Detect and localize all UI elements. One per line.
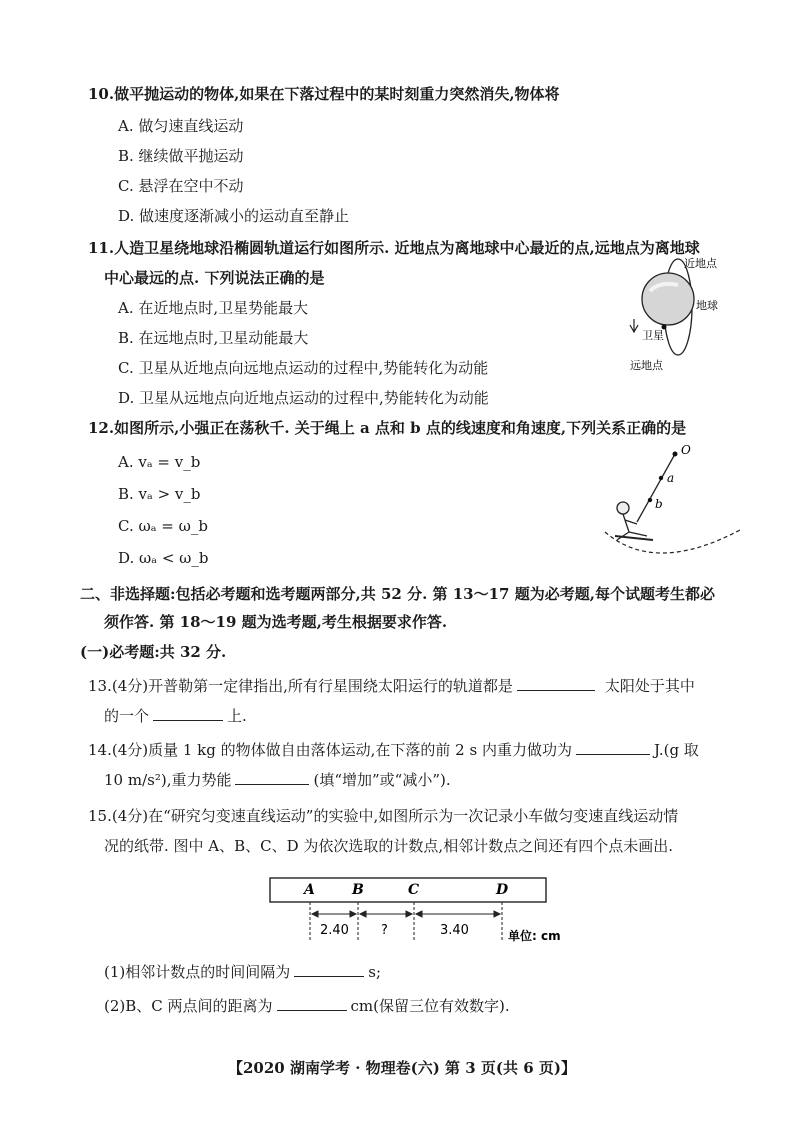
swing-rope	[637, 454, 675, 522]
q15-blank-1[interactable]	[294, 962, 364, 977]
q11-option-d: D. 卫星从远地点向近地点运动的过程中,势能转化为动能	[118, 389, 489, 407]
tape-point-c: C	[408, 882, 420, 898]
q13-blank-2[interactable]	[153, 706, 223, 721]
swing-figure	[595, 440, 745, 565]
q14-blank-2[interactable]	[235, 770, 309, 785]
q12-option-b: B. vₐ > v_b	[118, 485, 201, 503]
q10-option-a: A. 做匀速直线运动	[118, 117, 244, 135]
q13-text-a: 13.(4分)开普勒第一定律指出,所有行星围绕太阳运行的轨道都是	[88, 677, 513, 695]
pivot-o	[673, 452, 678, 457]
tape-point-b: B	[352, 882, 364, 898]
q10-option-b: B. 继续做平抛运动	[118, 147, 244, 165]
tape-point-a: A	[304, 882, 315, 898]
q14-text-d: (填“增加”或“减小”).	[313, 771, 451, 789]
swing-path-arc	[605, 530, 740, 553]
q13-text-c: 的一个	[104, 707, 150, 725]
q13-blank-1[interactable]	[517, 676, 595, 691]
q11-option-a: A. 在近地点时,卫星势能最大	[118, 299, 309, 317]
child-on-swing-icon	[615, 502, 653, 540]
page-footer: 【2020 湖南学考 · 物理卷(六) 第 3 页(共 6 页)】	[228, 1059, 577, 1077]
section2-line2: 须作答. 第 18～19 题为选考题,考生根据要求作答.	[104, 613, 448, 631]
label-earth: 地球	[696, 299, 718, 312]
label-a: a	[667, 471, 675, 485]
q14-blank-1[interactable]	[576, 740, 650, 755]
q15-sub1-text-a: (1)相邻计数点的时间间隔为	[104, 963, 291, 981]
tape-seg-1: 2.40	[320, 923, 349, 938]
label-o: O	[681, 443, 691, 457]
tape-dimension-arrows	[312, 911, 500, 917]
q11-stem-line1: 11.人造卫星绕地球沿椭圆轨道运行如图所示. 近地点为离地球中心最近的点,远地点为离地球	[88, 239, 700, 257]
q10-option-d: D. 做速度逐渐减小的运动直至静止	[118, 207, 350, 225]
q15-sub2-text-b: cm(保留三位有效数字).	[350, 997, 510, 1015]
q13-text-b: 太阳处于其中	[604, 677, 695, 695]
q11-stem-line2: 中心最远的点. 下列说法正确的是	[104, 269, 325, 287]
q14-text-c: 10 m/s²),重力势能	[104, 771, 232, 789]
direction-arrow-icon	[630, 319, 638, 332]
tape-point-d: D	[496, 882, 509, 898]
q15-sub2-text-a: (2)B、C 两点间的距离为	[104, 997, 273, 1015]
q13-line2	[104, 706, 247, 726]
label-b: b	[655, 497, 663, 511]
q15-sub2	[104, 996, 510, 1016]
q15-sub1-text-b: s;	[368, 963, 382, 981]
q14-line2	[104, 770, 451, 790]
q15-line1: 15.(4分)在“研究匀变速直线运动”的实验中,如图所示为一次记录小车做匀变速直线运动情	[88, 807, 679, 825]
section2-line1: 二、非选择题:包括必考题和选考题两部分,共 52 分. 第 13～17 题为必考题,每个试题考生都必	[80, 585, 715, 603]
label-apogee: 远地点	[630, 359, 663, 372]
q12-option-c: C. ωₐ = ω_b	[118, 517, 208, 535]
section2-sub: (一)必考题:共 32 分.	[80, 643, 227, 661]
q14-text-a: 14.(4分)质量 1 kg 的物体做自由落体运动,在下落的前 2 s 内重力做功为	[88, 741, 572, 759]
q12-option-d: D. ωₐ < ω_b	[118, 549, 209, 567]
q14-line1	[88, 740, 699, 760]
point-b	[648, 498, 652, 502]
q12-stem: 12.如图所示,小强正在荡秋千. 关于绳上 a 点和 b 点的线速度和角速度,下列关系正确的是	[88, 419, 687, 437]
q15-line2: 况的纸带. 图中 A、B、C、D 为依次选取的计数点,相邻计数点之间还有四个点未画出.	[104, 837, 673, 855]
label-perigee: 近地点	[684, 257, 717, 270]
point-a	[659, 476, 663, 480]
q12-option-a: A. vₐ = v_b	[118, 453, 201, 471]
q13-text-d: 上.	[227, 707, 247, 725]
q10-option-c: C. 悬浮在空中不动	[118, 177, 244, 195]
tape-seg-2: ?	[381, 923, 388, 938]
q11-option-b: B. 在远地点时,卫星动能最大	[118, 329, 309, 347]
q10-stem: 10.做平抛运动的物体,如果在下落过程中的某时刻重力突然消失,物体将	[88, 85, 560, 103]
label-satellite: 卫星	[642, 329, 664, 342]
paper-tape-figure	[268, 874, 588, 946]
q13-line1	[88, 676, 695, 696]
earth-circle	[642, 273, 694, 325]
satellite-orbit-figure	[620, 255, 730, 375]
q15-sub1	[104, 962, 381, 982]
q14-text-b: J.(g 取	[653, 741, 699, 759]
tape-unit: 单位: cm	[508, 929, 561, 943]
q11-option-c: C. 卫星从近地点向远地点运动的过程中,势能转化为动能	[118, 359, 489, 377]
q15-blank-2[interactable]	[277, 996, 347, 1011]
tape-seg-3: 3.40	[440, 923, 469, 938]
